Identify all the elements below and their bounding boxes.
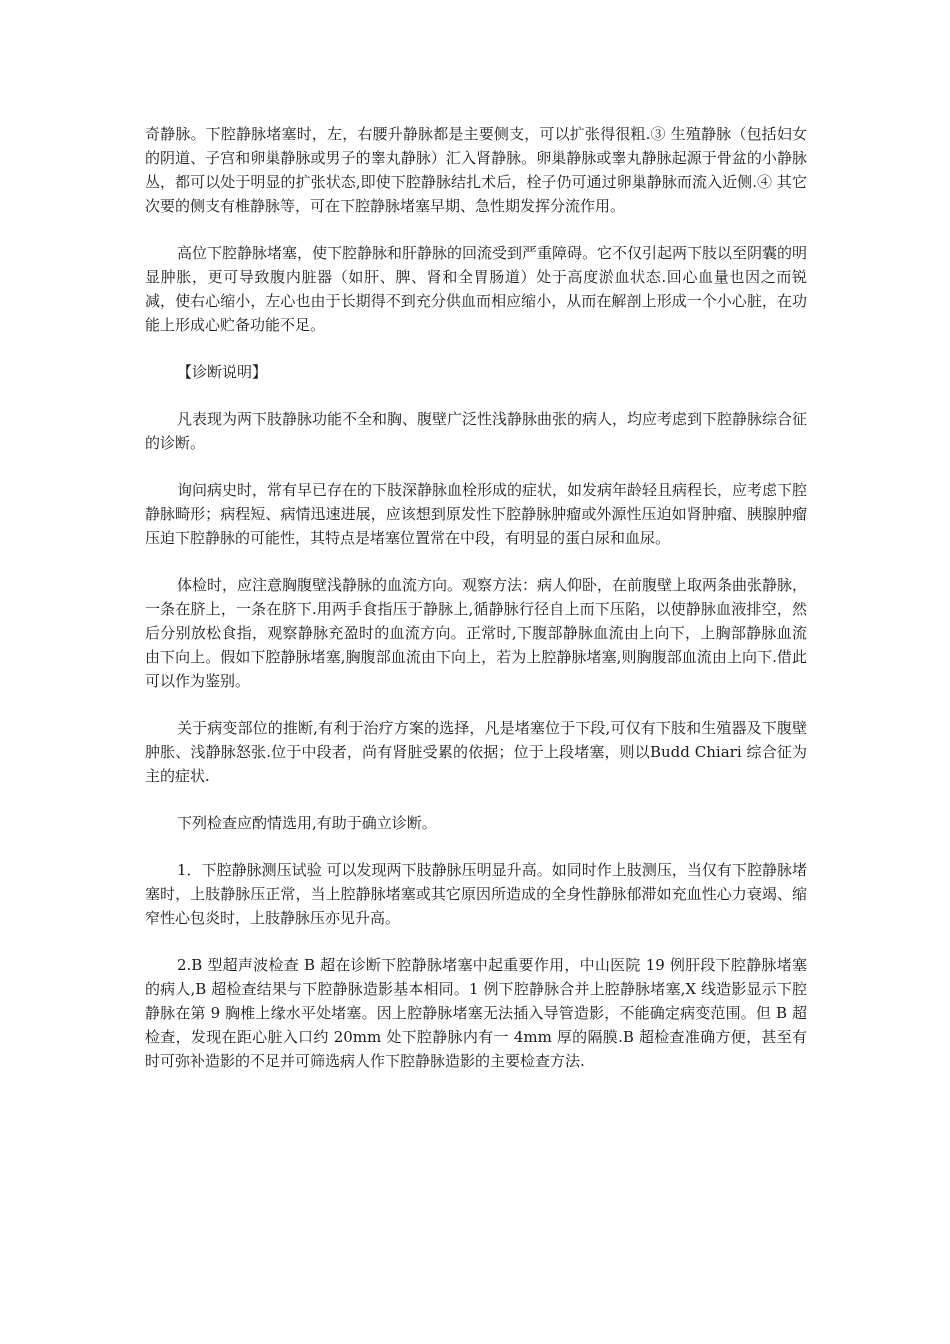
paragraph-history-taking: 询问病史时，常有早已存在的下肢深静脉血栓形成的症状，如发病年龄轻且病程长，应考虑下腔静脉畸形；病程短、病情迅速进展，应该想到原发性下腔静脉肿瘤或外源性压迫如肾肿瘤、胰腺肿瘤压迫下腔静脉的可能性，其特点是堵塞位置常在中段，有明显的蛋白尿和血尿。: [145, 481, 808, 547]
paragraph-high-ivc-obstruction: 高位下腔静脉堵塞，使下腔静脉和肝静脉的回流受到严重障碍。它不仅引起两下肢以至阴囊的明显肿胀，更可导致腹内脏器（如肝、脾、肾和全胃肠道）处于高度淤血状态.回心血量也因之而锐减，使右心缩小，左心也由于长期得不到充分供血而相应缩小，从而在解剖上形成一个小心脏，在功能上形成心贮备功能不足。: [145, 244, 808, 334]
paragraph-pressure-test: 1．下腔静脉测压试验 可以发现两下肢静脉压明显升高。如同时作上肢测压，当仅有下腔静脉堵塞时，上肢静脉压正常，当上腔静脉堵塞或其它原因所造成的全身性静脉郁滞如充血性心力衰竭、缩窄性心包炎时，上肢静脉压亦见升高。: [145, 861, 807, 927]
section-heading-diagnosis: 【诊断说明】: [177, 363, 268, 381]
paragraph-collateral-veins: 奇静脉。下腔静脉堵塞时，左，右腰升静脉都是主要侧支，可以扩张得很粗.③ 生殖静脉（包括妇女的阴道、子宫和卵巢静脉或男子的睾丸静脉）汇入肾静脉。卵巢静脉或睾丸静脉起源于骨盆的小静脉丛，都可以处于明显的扩张状态,即使下腔静脉结扎术后，栓子仍可通过卵巢静脉而流入近侧.④ 其它次要的侧支有椎静脉等，可在下腔静脉堵塞早期、急性期发挥分流作用。: [145, 125, 807, 215]
document-page: [145, 122, 807, 1096]
paragraph-ultrasound: 2.B 型超声波检查 B 超在诊断下腔静脉堵塞中起重要作用，中山医院 19 例肝段下腔静脉堵塞的病人,B 超检查结果与下腔静脉造影基本相同。1 例下腔静脉合并上腔静脉堵塞,X 线造影显示下腔静脉在第 9 胸椎上缘水平处堵塞。因上腔静脉堵塞无法插入导管造影，不能确定病变范围。但 B 超检查，发现在距心脏入口约 20mm 处下腔静脉内有一 4mm 厚的隔膜.B 超检查准确方便，甚至有时可弥补造影的不足并可筛选病人作下腔静脉造影的主要检查方法.: [145, 956, 807, 1070]
paragraph-physical-exam: 体检时，应注意胸腹壁浅静脉的血流方向。观察方法：病人仰卧，在前腹壁上取两条曲张静脉，一条在脐上，一条在脐下.用两手食指压于静脉上,循静脉行径自上而下压陷，以使静脉血液排空，然后分别放松食指，观察静脉充盈时的血流方向。正常时,下腹部静脉血流由上向下，上胸部静脉血流由下向上。假如下腔静脉堵塞,胸腹部血流由下向上，若为上腔静脉堵塞,则胸腹部血流由上向下.借此可以作为鉴别。: [145, 576, 808, 690]
paragraph-diagnosis-overview: 凡表现为两下肢静脉功能不全和胸、腹壁广泛性浅静脉曲张的病人，均应考虑到下腔静脉综合征的诊断。: [145, 410, 808, 452]
paragraph-lesion-location: 关于病变部位的推断,有利于治疗方案的选择，凡是堵塞位于下段,可仅有下肢和生殖器及下腹壁肿胀、浅静脉怒张.位于中段者，尚有肾脏受累的依据；位于上段堵塞，则以Budd Chiari 综合征为主的症状.: [145, 719, 807, 785]
paragraph-exam-selection: 下列检查应酌情选用,有助于确立诊断。: [177, 814, 437, 832]
